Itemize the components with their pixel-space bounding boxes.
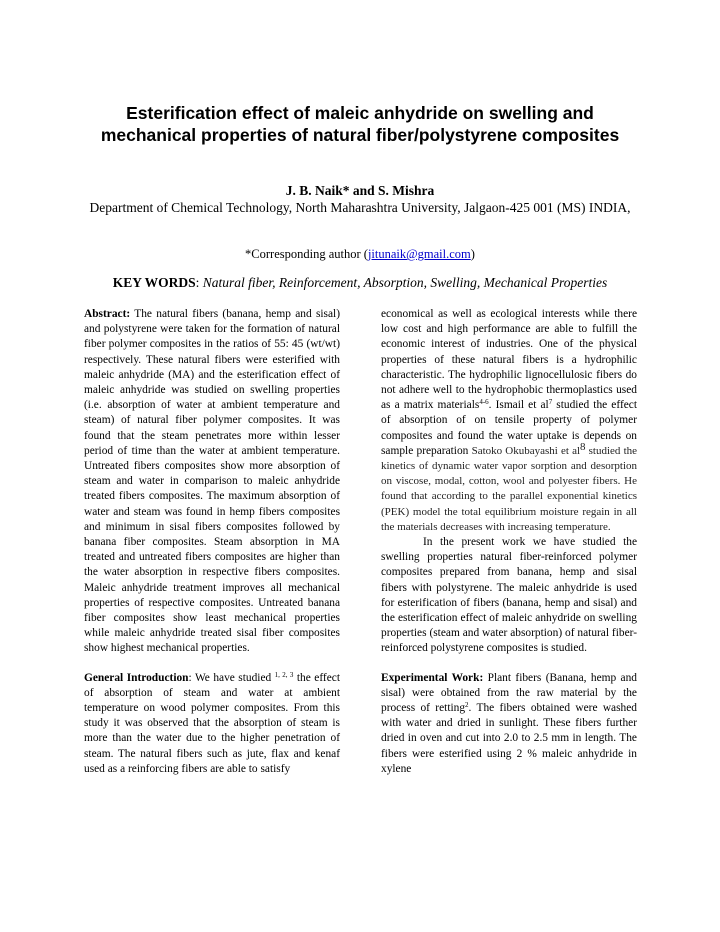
keywords-label: KEY WORDS	[112, 275, 196, 290]
author-email-link[interactable]: jitunaik@gmail.com	[367, 247, 471, 261]
corresponding-prefix: *Corresponding author (	[245, 247, 368, 261]
introduction-label: General Introduction	[84, 671, 189, 684]
background-text-c: studied the effect of absorption of on tensile property of polymer composites and found the water uptake is depends on sample preparation	[381, 399, 638, 457]
background-text-e: studied the kinetics of dynamic water vapor sorption and desorption on viscose, modal, cotton, wool and polyester fibers. He found that according to the parallel exponential kinetics (PEK) model the total equilibrium moisture regain in all the materials decreases with increasing temperature.	[381, 444, 638, 533]
citation-2: 2	[465, 701, 469, 710]
background-text-a: economical as well as ecological interests while there low cost and high performance are able to fulfill the economic interest of industries. One of the physical properties of these natural fibers is a hydrophilic characteristic. The hydrophilic lignocellulosic fibers do not adhere well to the hydrophobic thermoplastics used as a matrix materials	[381, 308, 637, 412]
experimental-text-b: . The fibers obtained were washed with water and dried in sunlight. These fibers further dried in oven and cut into 2.0 to 2.5 mm in length. The fibers were esterified using 2 % maleic anhydride in xylene	[381, 702, 637, 775]
authors: J. B. Naik* and S. Mishra	[285, 183, 435, 198]
introduction-citation: 1, 2, 3	[274, 670, 294, 679]
left-column	[84, 307, 340, 777]
keywords-separator: :	[195, 275, 200, 290]
experimental-label: Experimental Work:	[381, 671, 484, 684]
introduction-text: the effect of absorption of steam and water at ambient temperature on wood polymer composites. From this study it was observed that the absorption of steam is more than the water due to the higher penetration of steam. The natural fibers such as jute, flax and kenaf used as a reinforcing fibers are able to satisfy	[84, 671, 340, 775]
experimental-paragraph	[381, 671, 637, 777]
background-paragraph	[381, 307, 637, 535]
abstract-label: Abstract:	[84, 308, 131, 320]
paper-title: Esterification effect of maleic anhydride on swelling and mechanical properties of natural fiber/polystyrene composites	[100, 103, 620, 145]
affiliation: Department of Chemical Technology, North Maharashtra University, Jalgaon-425 001 (MS) INDIA,	[89, 200, 631, 215]
keywords-text: Natural fiber, Reinforcement, Absorption, Swelling, Mechanical Properties	[202, 275, 608, 290]
background-text-b: . Ismail et al	[488, 399, 549, 412]
abstract-text: The natural fibers (banana, hemp and sisal) and polystyrene were taken for the formation of natural fiber polymer composites in the ratios of 55: 45 (wt/wt) respectively. These natural fibers were esterified with maleic anhydride (MA) and the esterification effect of maleic anhydride was studied on swelling properties (i.e. absorption of water at ambient temperature and steam) of natural fiber polymer composites. It was found that the steam penetrates more within lesser period of time than the water at ambient temperature. Untreated fibers composites show more absorption of steam and water in comparison to maleic anhydride treated fibers composites. The maximum absorption of water and steam was found in hemp fibers composites and minimum in sisal fibers composites followed by banana fiber composites. Steam absorption in MA treated and untreated fibers composites are higher than the water absorption in respective fibers composites. Maleic anhydride treatment improves all mechanical properties of respective composites. Untreated banana fiber composites show least mechanical properties while maleic anhydride treated sisal fiber composites show highest mechanical properties.	[84, 308, 340, 655]
keywords	[60, 274, 660, 291]
right-column	[381, 307, 637, 777]
introduction-paragraph	[84, 671, 340, 777]
citation-8: 8	[580, 440, 586, 453]
present-work-paragraph: In the present work we have studied the swelling properties natural fiber-reinforced polymer composites prepared from banana, hemp and sisal fibers with polystyrene. The maleic anhydride is used for esterification of fibers (banana, hemp and sisal) and the esterification effect of maleic anhydride on swelling properties (steam and water absorption) of natural fiber-reinforced polystyrene composites is studied.	[381, 536, 637, 655]
background-text-d: Satoko Okubayashi et al	[471, 444, 581, 457]
citation-4-6: 4-6	[479, 398, 489, 407]
abstract-paragraph	[84, 307, 340, 657]
experimental-text-a: Plant fibers (Banana, hemp and sisal) were obtained from the raw material by the process of retting	[381, 671, 638, 715]
corresponding-suffix: )	[470, 247, 475, 261]
citation-7: 7	[548, 398, 553, 407]
corresponding-author	[60, 246, 660, 262]
introduction-lead: : We have studied	[188, 671, 275, 684]
